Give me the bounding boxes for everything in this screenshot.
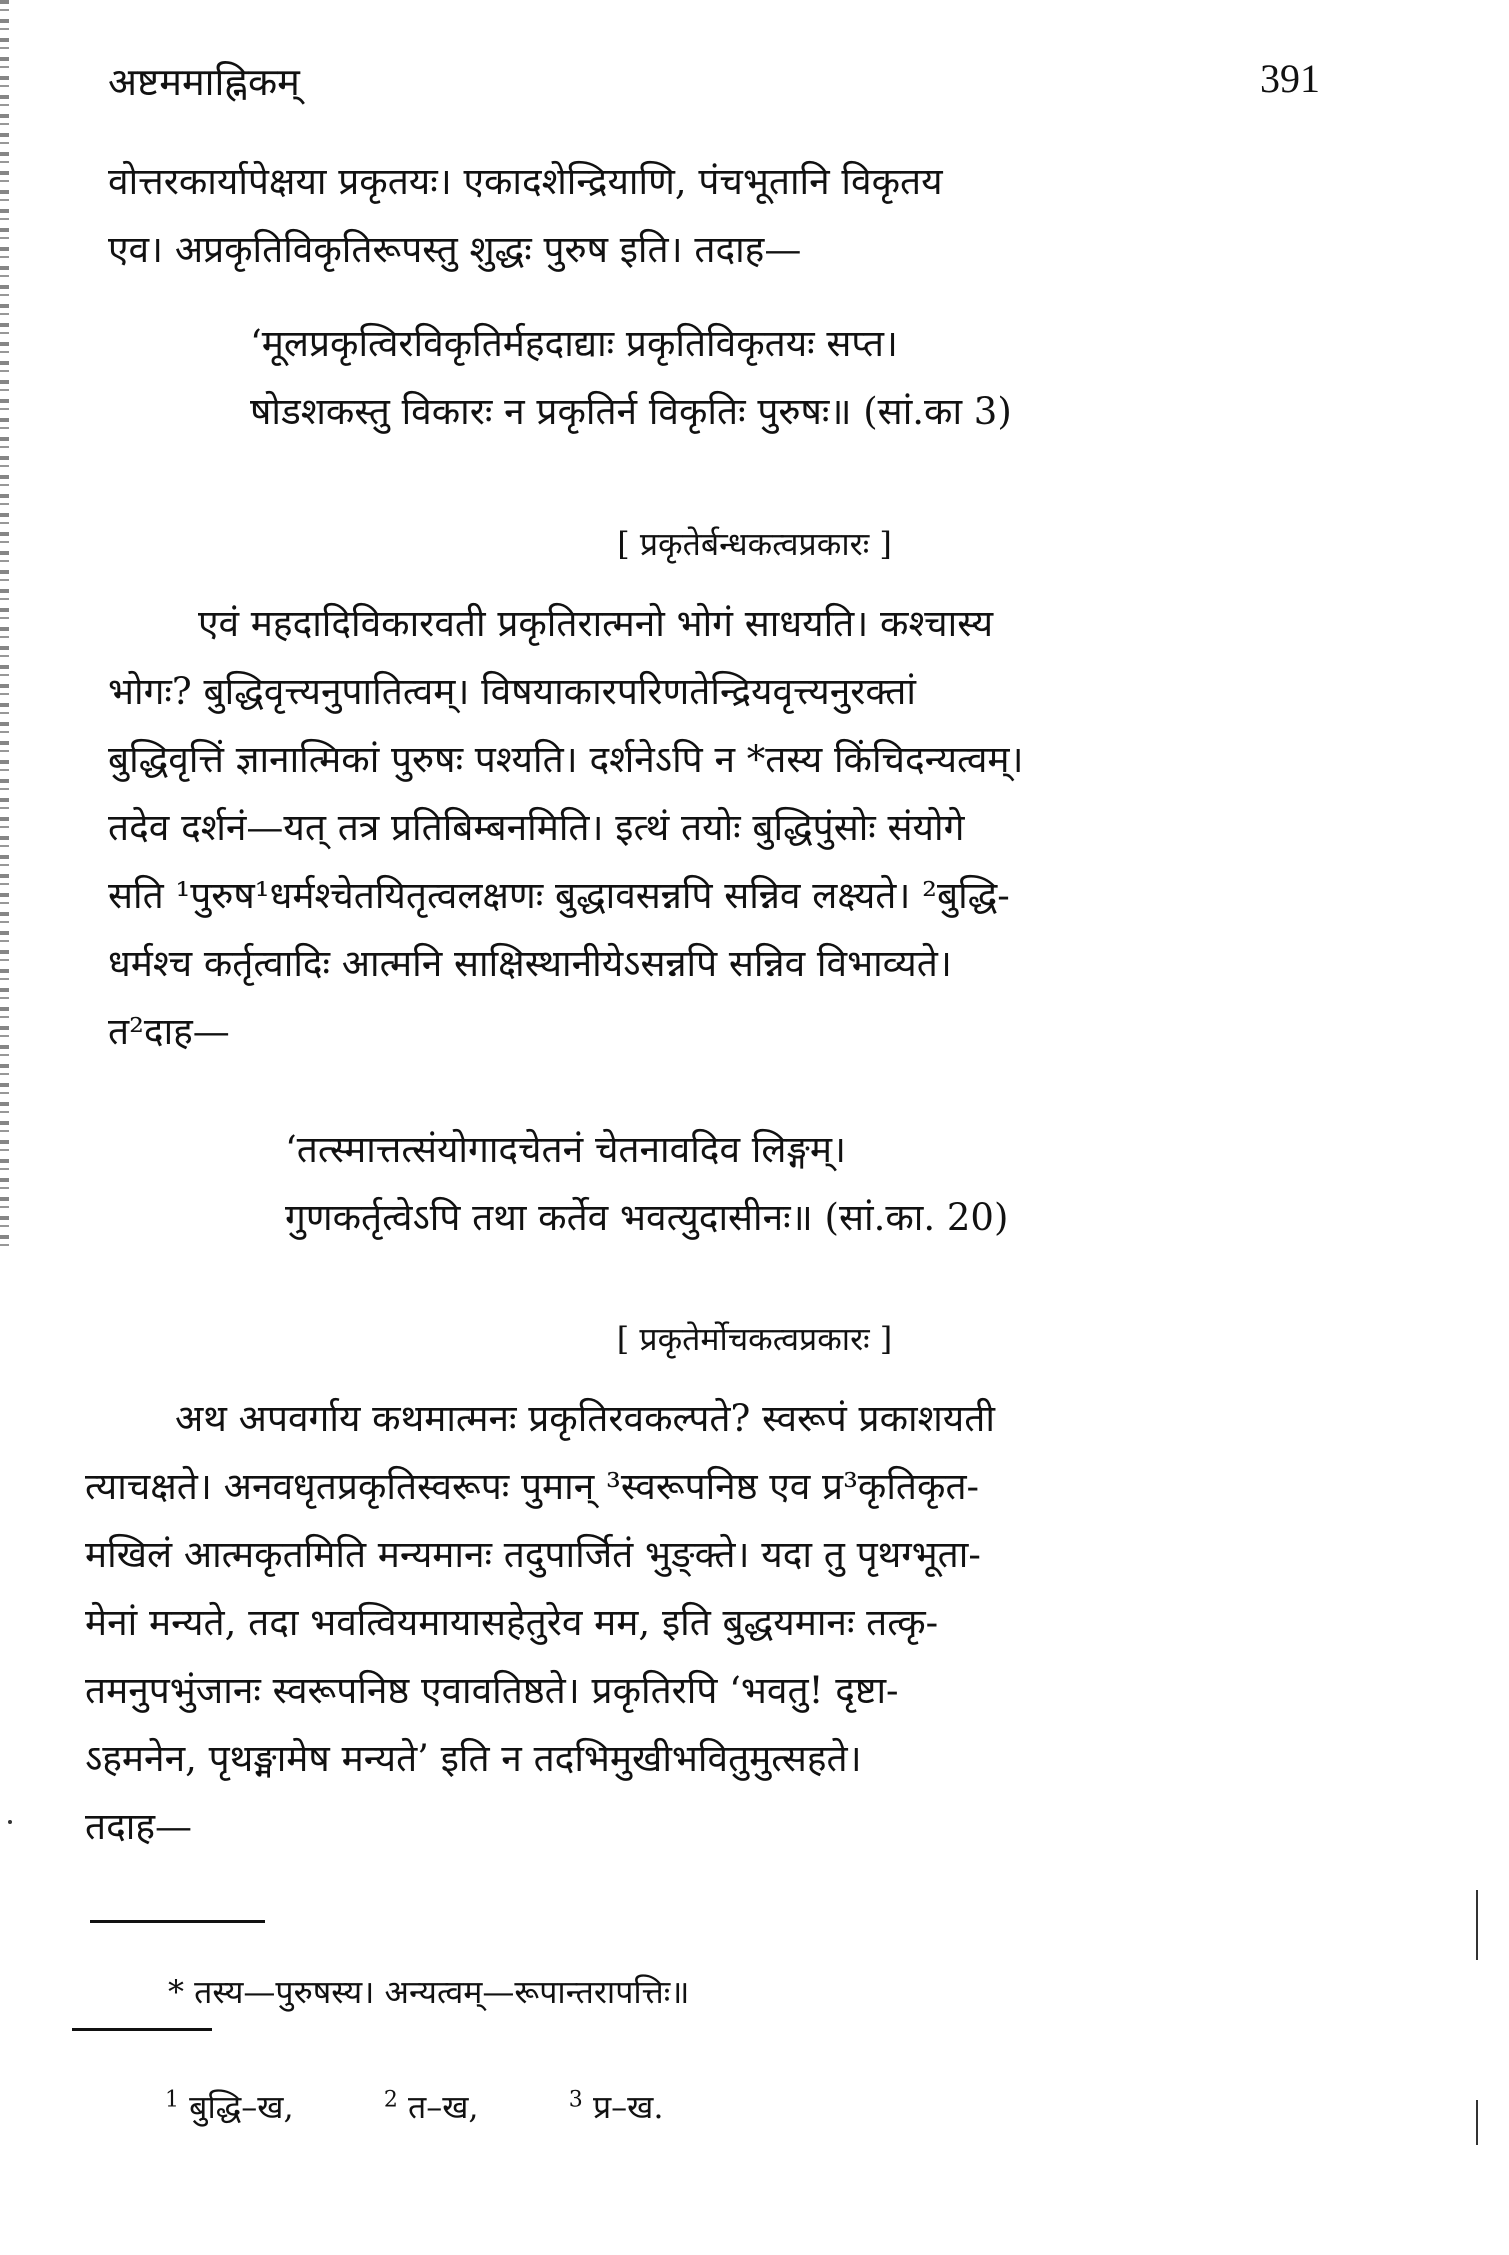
note-number: 1 [165, 2087, 179, 2113]
verse-sankhya-karika-20 [285, 1116, 1245, 1252]
verse-line: गुणकर्तृत्वेऽपि तथा कर्तेव भवत्युदासीनः॥ (सां.का. 20) [285, 1196, 1009, 1239]
text-line: तदाह— [85, 1805, 192, 1848]
note-number: 2 [383, 2087, 398, 2113]
text-line: एवं महदादिविकारवती प्रकृतिरात्मनो भोगं साधयति। कश्चास्य [198, 602, 994, 645]
note-text: त–ख, [408, 2088, 479, 2126]
running-head: अष्टममाह्निकम् [108, 60, 300, 104]
page-number: 391 [1260, 56, 1320, 101]
section-heading-bandhakatva: [ प्रकृतेर्बन्धकत्वप्रकारः ] [617, 525, 892, 563]
verse-line: षोडशकस्तु विकारः न प्रकृतिर्न विकृतिः पुरुषः॥ (सां.का 3) [250, 390, 1012, 433]
page-header [108, 55, 1320, 115]
footnote-divider [90, 1920, 265, 1923]
variant-note-1 [165, 2088, 294, 2126]
note-number: 3 [568, 2087, 583, 2113]
text-line: वोत्तरकार्यापेक्षया प्रकृतयः। एकादशेन्द्रियाणि, पंचभूतानि विकृतय [108, 160, 943, 203]
text-line: भोगः? बुद्धिवृत्त्यनुपातित्वम्। विषयाकारपरिणतेन्द्रियवृत्त्यनुरक्तां [108, 670, 916, 713]
text-line: ऽहमनेन, पृथङ्मामेष मन्यते’ इति न तदभिमुखीभवितुमुत्सहते। [85, 1737, 862, 1780]
text-line: त²दाह— [108, 1010, 230, 1053]
text-line: अथ अपवर्गाय कथमात्मनः प्रकृतिरवकल्पते? स्वरूपं प्रकाशयती [175, 1397, 995, 1440]
note-text: बुद्धि–ख, [189, 2088, 294, 2126]
scan-speck [8, 1820, 12, 1824]
text-line: धर्मश्च कर्तृत्वादिः आत्मनि साक्षिस्थानीयेऽसन्नपि सन्निव विभाव्यते। [108, 942, 952, 985]
variant-notes-divider [72, 2028, 212, 2031]
paragraph-2 [108, 590, 1308, 1066]
margin-mark [1476, 1890, 1478, 1960]
scan-edge [0, 0, 9, 1250]
text-line: मेनां मन्यते, तदा भवत्वियमायासहेतुरेव मम, इति बुद्धयमानः तत्कृ- [85, 1601, 939, 1644]
paragraph-3 [85, 1385, 1300, 1861]
verse-line: ‘तत्स्मात्तत्संयोगादचेतनं चेतनावदिव लिङ्गम्। [285, 1128, 847, 1171]
margin-mark [1476, 2100, 1478, 2145]
verse-sankhya-karika-3 [250, 310, 1270, 446]
text-line: बुद्धिवृत्तिं ज्ञानात्मिकां पुरुषः पश्यति। दर्शनेऽपि न *तस्य किंचिदन्यत्वम्। [108, 738, 1024, 781]
section-heading-mochakatva: [ प्रकृतेर्मोचकत्वप्रकारः ] [616, 1320, 893, 1358]
paragraph-1 [108, 148, 1308, 284]
text-line: तमनुपभुंजानः स्वरूपनिष्ठ एवावतिष्ठते। प्रकृतिरपि ‘भवतु! दृष्टा- [85, 1669, 899, 1712]
verse-line: ‘मूलप्रकृत्विरविकृतिर्महदाद्याः प्रकृतिविकृतयः सप्त। [250, 322, 898, 365]
variant-note-2 [384, 2088, 479, 2126]
text-line: तदेव दर्शनं—यत् तत्र प्रतिबिम्बनमिति। इत्थं तयोः बुद्धिपुंसोः संयोगे [108, 806, 965, 849]
text-line: मखिलं आत्मकृतमिति मन्यमानः तदुपार्जितं भुङ्क्ते। यदा तु पृथग्भूता- [85, 1533, 981, 1576]
variant-notes [165, 2085, 664, 2128]
note-text: प्र–ख. [592, 2088, 664, 2126]
text-line: त्याचक्षते। अनवधृतप्रकृतिस्वरूपः पुमान् ³स्वरूपनिष्ठ एव प्र³कृतिकृत- [85, 1465, 980, 1508]
footnote-star: * तस्य—पुरुषस्य। अन्यत्वम्—रूपान्तरापत्तिः॥ [168, 1973, 690, 2011]
variant-note-3 [569, 2088, 664, 2126]
text-line: सति ¹पुरुष¹धर्मश्चेतयितृत्वलक्षणः बुद्धावसन्नपि सन्निव लक्ष्यते। ²बुद्धि- [108, 874, 1010, 917]
text-line: एव। अप्रकृतिविकृतिरूपस्तु शुद्धः पुरुष इति। तदाह— [108, 228, 802, 271]
